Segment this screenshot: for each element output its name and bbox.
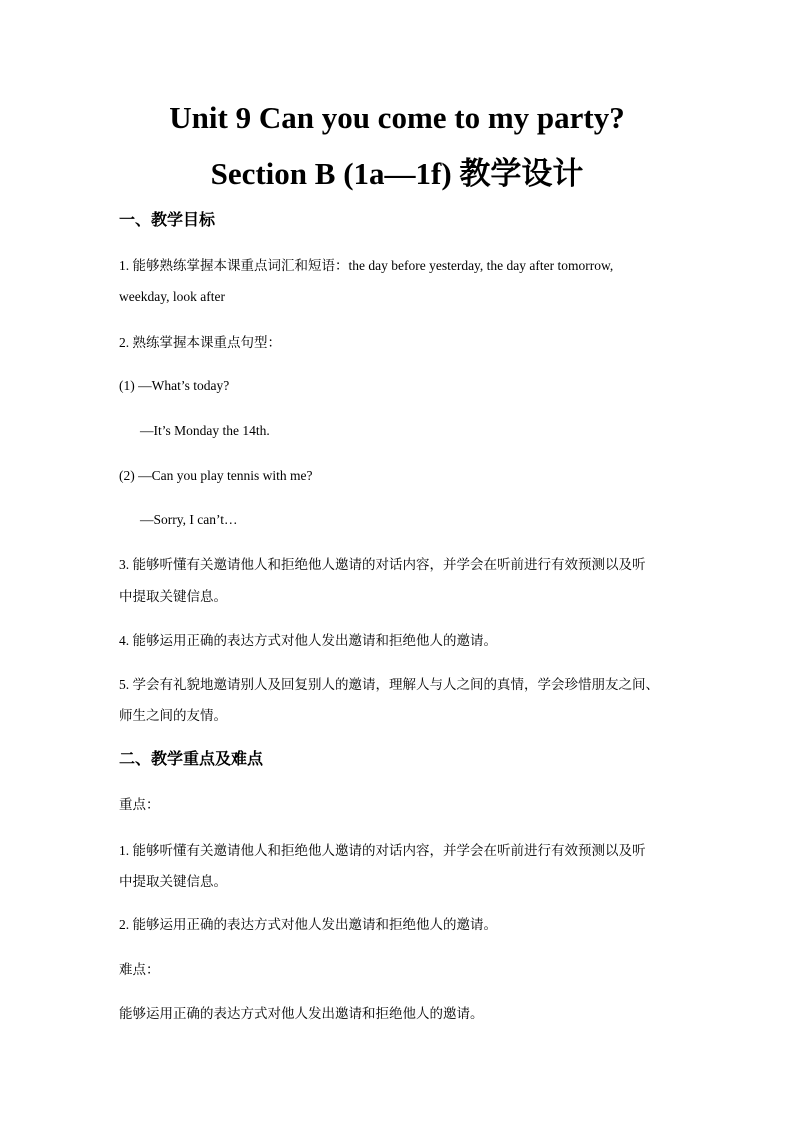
key-point-2: 2. 能够运用正确的表达方式对他人发出邀请和拒绝他人的邀请。 (119, 917, 497, 932)
sentence-pattern-1-answer: —It’s Monday the 14th. (140, 423, 270, 438)
objective-5-line-1: 5. 学会有礼貌地邀请别人及回复别人的邀请，理解人与人之间的真情，学会珍惜朋友之间、 (119, 677, 659, 692)
objective-1-line-1: 1. 能够熟练掌握本课重点词汇和短语：the day before yesterday, the day after tomorrow, (119, 258, 614, 273)
difficulty-text: 能够运用正确的表达方式对他人发出邀请和拒绝他人的邀请。 (119, 1006, 484, 1021)
difficulty-label: 难点： (119, 962, 160, 977)
objective-3-line-2: 中提取关键信息。 (119, 589, 227, 604)
document-title: Unit 9 Can you come to my party? (169, 100, 625, 135)
section-heading-key-points: 二、教学重点及难点 (119, 751, 264, 768)
sentence-pattern-2-question: (2) —Can you play tennis with me? (119, 468, 313, 483)
objective-3-line-1: 3. 能够听懂有关邀请他人和拒绝他人邀请的对话内容，并学会在听前进行有效预测以及听 (119, 557, 646, 572)
objective-1-line-2: weekday, look after (119, 289, 225, 304)
key-point-1-line-2: 中提取关键信息。 (119, 874, 227, 889)
sentence-pattern-2-answer: —Sorry, I can’t… (140, 512, 238, 527)
key-points-label: 重点： (119, 797, 160, 812)
objective-4: 4. 能够运用正确的表达方式对他人发出邀请和拒绝他人的邀请。 (119, 633, 497, 648)
section-heading-objectives: 一、教学目标 (119, 212, 216, 229)
sentence-pattern-1-question: (1) —What’s today? (119, 378, 230, 393)
document-subtitle: Section B (1a—1f) 教学设计 (210, 156, 584, 191)
key-point-1-line-1: 1. 能够听懂有关邀请他人和拒绝他人邀请的对话内容，并学会在听前进行有效预测以及听 (119, 843, 646, 858)
objective-2: 2. 熟练掌握本课重点句型： (119, 335, 281, 350)
objective-5-line-2: 师生之间的友情。 (119, 708, 227, 723)
